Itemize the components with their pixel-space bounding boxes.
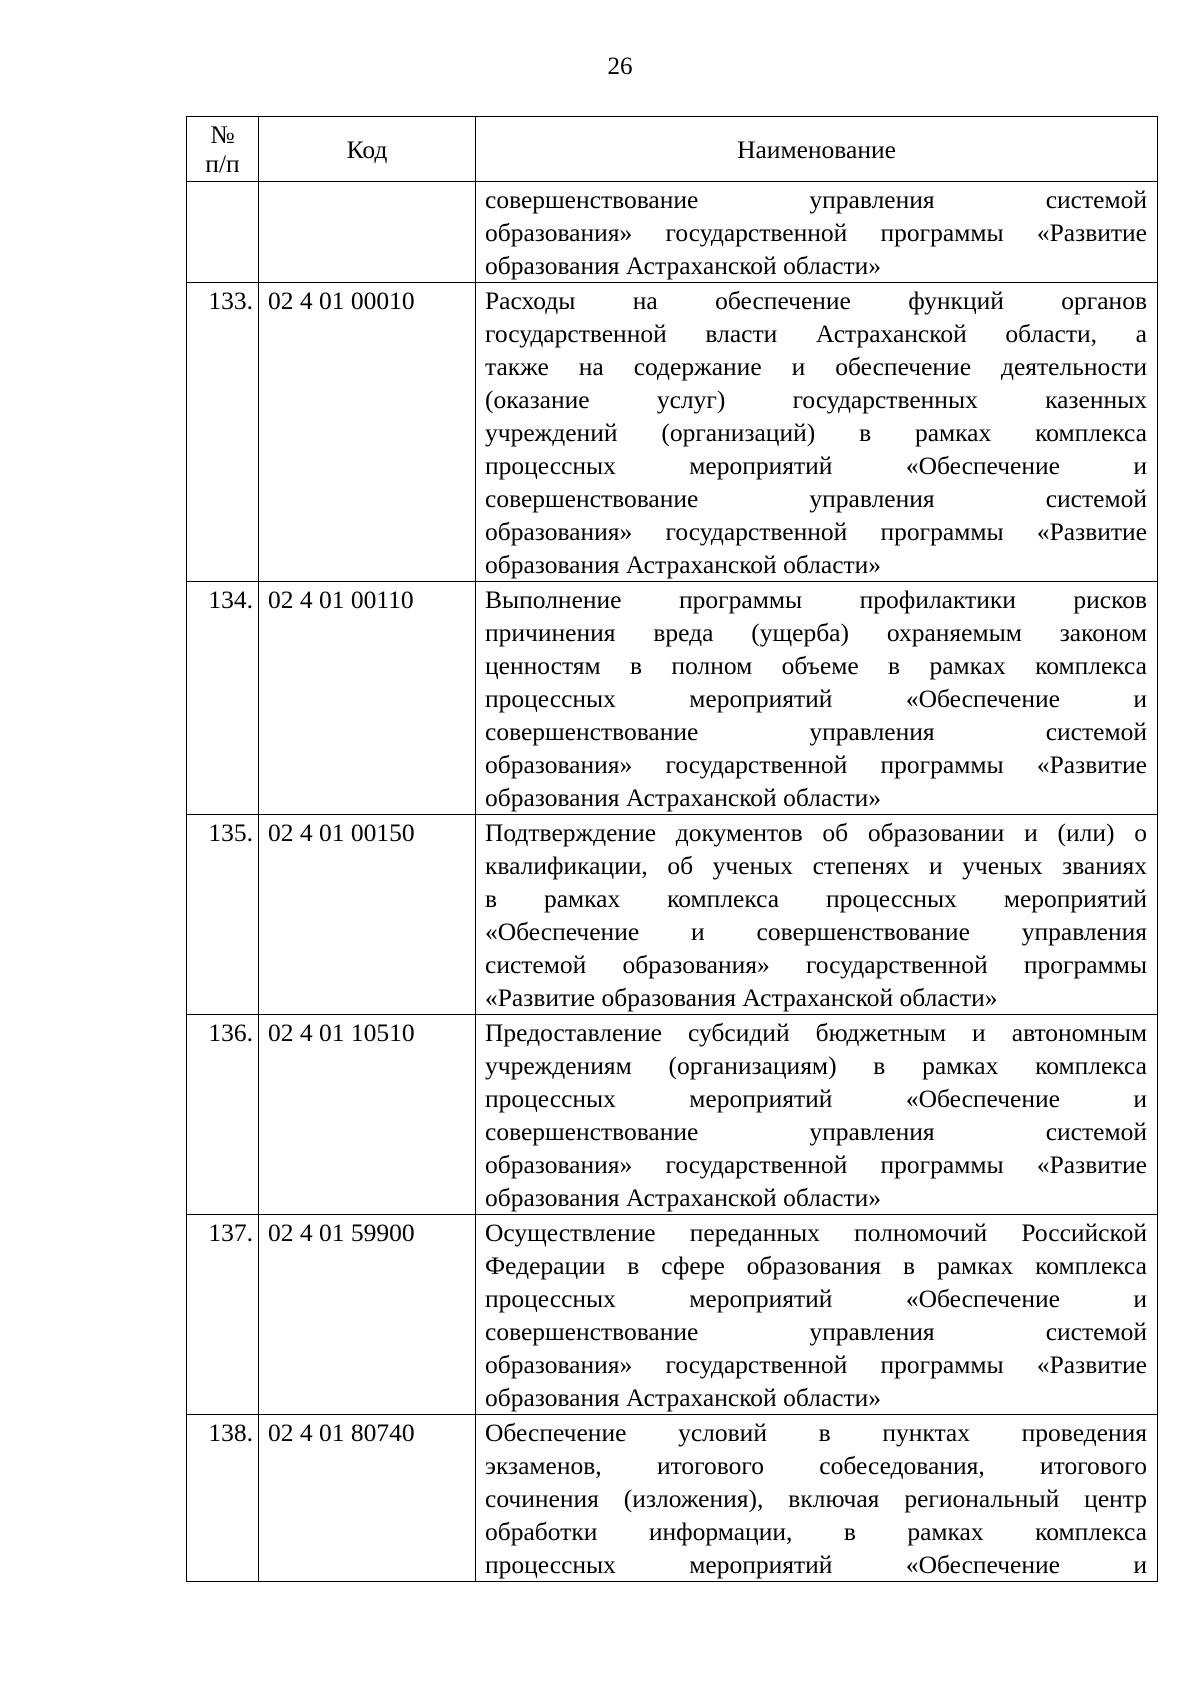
row-code-cell: 02 4 01 80740 [259,1415,476,1582]
name-text-line: совершенствование управления системой [485,484,1147,513]
name-text-line: образования» государственной программы «Развитие [485,1150,1147,1179]
row-name-cell [476,1215,1158,1415]
header-name: Наименование [476,117,1158,182]
row-number-cell: 137. [187,1215,259,1415]
row-number-cell: 138. [187,1415,259,1582]
name-text-line: в рамках комплекса процессных мероприятий [485,884,1147,913]
name-text-line: учреждениям (организациям) в рамках комплекса [485,1051,1147,1080]
name-text-line: процессных мероприятий «Обеспечение и [485,684,1147,713]
table-row [187,582,1158,815]
name-text-line: Федерации в сфере образования в рамках комплекса [485,1251,1147,1280]
name-text-line: (оказание услуг) государственных казенных [485,385,1147,414]
table-row [187,1015,1158,1215]
row-number-cell: 135. [187,815,259,1015]
row-number-cell [187,182,259,283]
name-text-line: совершенствование управления системой [485,1317,1147,1346]
row-name-cell [476,283,1158,582]
name-text-line: причинения вреда (ущерба) охраняемым законом [485,618,1147,647]
name-text-line: квалификации, об ученых степенях и ученых званиях [485,851,1147,880]
name-text-line: образования Астраханской области» [485,783,882,812]
row-number-cell: 133. [187,283,259,582]
name-text-line: образования Астраханской области» [485,550,882,579]
table-row [187,182,1158,283]
name-text-line: образования Астраханской области» [485,251,882,280]
name-text-line: процессных мероприятий «Обеспечение и [485,1084,1147,1113]
header-code: Код [259,117,476,182]
header-num [187,117,259,182]
table-header [187,117,1158,182]
name-text-line: Расходы на обеспечение функций органов [485,286,1147,315]
header-row [187,117,1158,182]
row-name-cell [476,182,1158,283]
name-text-line: образования» государственной программы «Развитие [485,750,1147,779]
table-row [187,815,1158,1015]
name-text-line: обработки информации, в рамках комплекса [485,1517,1147,1546]
row-name-cell [476,815,1158,1015]
row-number-cell: 136. [187,1015,259,1215]
row-number-cell: 134. [187,582,259,815]
header-num-abbrev: п/п [205,149,240,178]
row-code-cell: 02 4 01 00150 [259,815,476,1015]
name-text-line: также на содержание и обеспечение деятельности [485,352,1147,381]
table-row [187,283,1158,582]
name-text-line: «Обеспечение и совершенствование управления [485,917,1147,946]
row-code-cell: 02 4 01 59900 [259,1215,476,1415]
row-code-cell: 02 4 01 10510 [259,1015,476,1215]
row-code-cell: 02 4 01 00010 [259,283,476,582]
name-text-line: образования Астраханской области» [485,1383,882,1412]
table-row [187,1415,1158,1582]
row-code-cell [259,182,476,283]
name-text-line: экзаменов, итогового собеседования, итогового [485,1451,1147,1480]
name-text-line: государственной власти Астраханской области, а [485,319,1147,348]
table-row [187,1215,1158,1415]
name-text-line: системой образования» государственной программы [485,950,1147,979]
name-text-line: Выполнение программы профилактики рисков [485,585,1147,614]
name-text-line: ценностям в полном объеме в рамках комплекса [485,651,1147,680]
name-text-line: Осуществление переданных полномочий Российской [485,1218,1147,1247]
name-text-line: Обеспечение условий в пунктах проведения [485,1418,1147,1447]
name-text-line: совершенствование управления системой [485,717,1147,746]
name-text-line: «Развитие образования Астраханской области» [485,983,998,1012]
table-body [187,182,1158,1582]
classification-table [186,116,1158,1582]
name-text-line: процессных мероприятий «Обеспечение и [485,1284,1147,1313]
name-text-line: совершенствование управления системой [485,1117,1147,1146]
row-code-cell: 02 4 01 00110 [259,582,476,815]
row-name-cell [476,1415,1158,1582]
name-text-line: учреждений (организаций) в рамках комплекса [485,418,1147,447]
row-name-cell [476,582,1158,815]
name-text-line: образования Астраханской области» [485,1183,882,1212]
name-text-line: образования» государственной программы «Развитие [485,1350,1147,1379]
header-num-symbol: № [210,120,235,149]
name-text-line: образования» государственной программы «Развитие [485,218,1147,247]
row-name-cell [476,1015,1158,1215]
name-text-line: Предоставление субсидий бюджетным и автономным [485,1018,1147,1047]
name-text-line: процессных мероприятий «Обеспечение и [485,1550,1147,1579]
name-text-line: Подтверждение документов об образовании и (или) о [485,818,1147,847]
page-number: 26 [607,53,633,80]
name-text-line: сочинения (изложения), включая региональный центр [485,1484,1147,1513]
name-text-line: образования» государственной программы «Развитие [485,517,1147,546]
name-text-line: процессных мероприятий «Обеспечение и [485,451,1147,480]
name-text-line: совершенствование управления системой [485,185,1147,214]
